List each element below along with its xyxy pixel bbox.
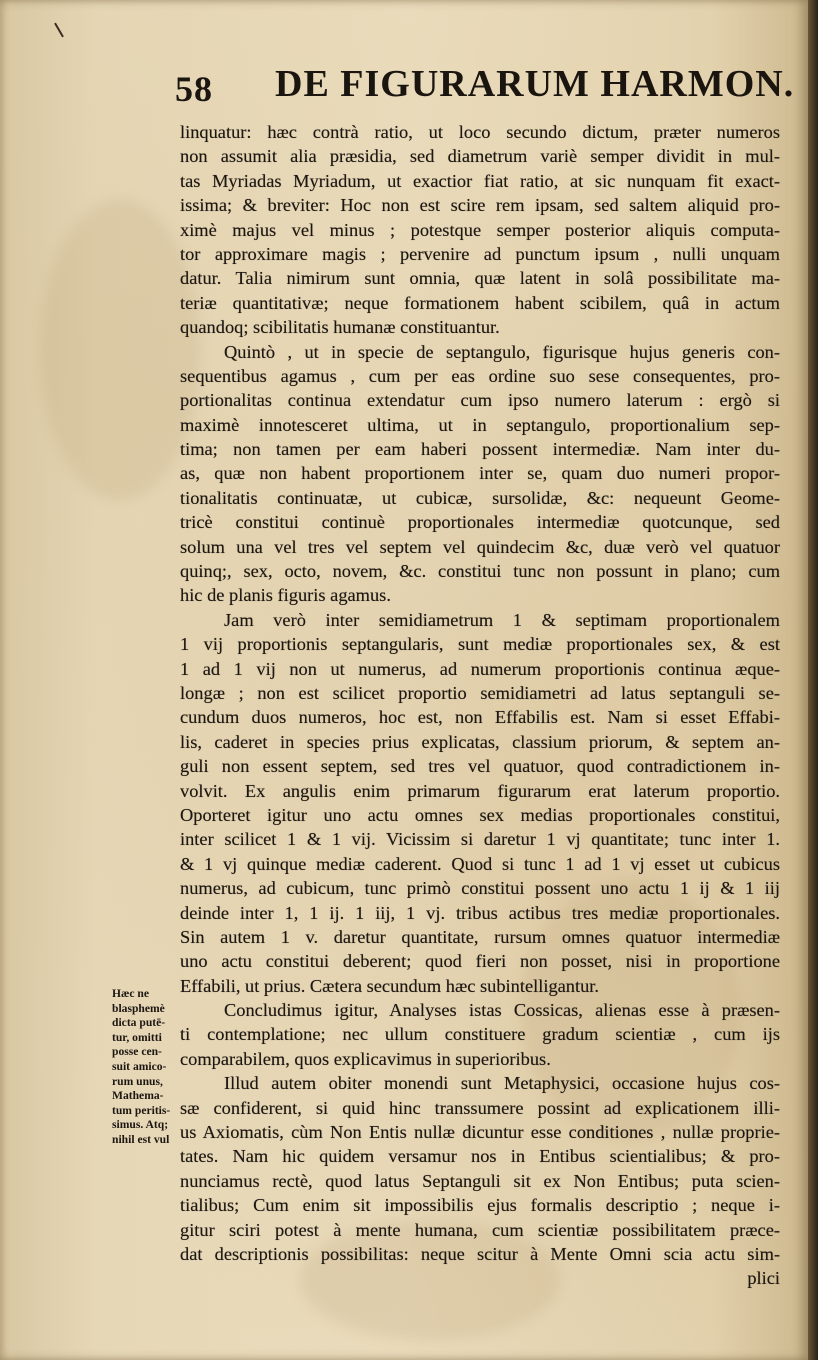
text-line: hic de planis figuris agamus.: [180, 585, 391, 606]
text-line: 1 ad 1 vij non ut numerus, ad numerum proportionis continua æque-: [180, 658, 780, 679]
marginal-note-line: posse cen-: [112, 1045, 162, 1059]
ink-mark: [54, 23, 64, 38]
paper-stain: [40, 200, 200, 500]
text-line: tor approximare magis ; pervenire ad punctum ipsum , nulli unquam: [180, 243, 780, 264]
text-line: solum una vel tres vel septem vel quindecim &c, duæ verò vel quatuor: [180, 536, 780, 557]
text-line: guli non essent septem, sed tres vel quatuor, quod contradictionem in-: [180, 756, 780, 777]
text-line: portionalitas continua extendatur cum ipso numero laterum : ergò si: [180, 390, 780, 411]
text-line: ti contemplatione; nec ullum constituere gradum scientiæ , cum ijs: [180, 1024, 780, 1045]
text-line: sæ confiderent, si quid hinc transsumere possint ad explicationem illi-: [180, 1097, 780, 1118]
page-header: [175, 62, 795, 112]
text-line: us Axiomatis, cùm Non Entis nullæ dicuntur esse conditiones , nullæ proprie-: [180, 1122, 780, 1143]
text-line: uno actu constitui deberent; quod fieri non posset, nisi in proportione: [180, 951, 780, 972]
text-line: gitur sciri potest à mente humana, cum scientiæ possibilitatem præce-: [180, 1219, 780, 1240]
text-line: as, quæ non habent proportionem inter se, quam duo numeri propor-: [180, 463, 780, 484]
text-line: tas Myriadas Myriadum, ut exactior fiat ratio, at sic nunquam fit exact-: [180, 170, 780, 191]
text-line: maximè innotesceret ultima, ut in septangulo, proportionalium sep-: [180, 414, 780, 435]
text-line: quandoq; scibilitatis humanæ constituantur.: [180, 317, 500, 338]
text-line: linquatur: hæc contrà ratio, ut loco secundo dictum, præter numeros: [180, 122, 780, 142]
marginal-note-line: Hæc ne: [112, 987, 150, 1000]
text-line: Concludimus igitur, Analyses istas Cossicas, alienas esse à præsen-: [224, 1000, 780, 1021]
marginal-note-line: nihil est vul: [112, 1132, 170, 1146]
page-edge-shadow: [808, 0, 818, 1360]
marginal-note: [112, 987, 182, 1148]
marginal-note-line: Mathema-: [112, 1089, 164, 1103]
text-line: datur. Talia nimirum sunt omnia, quæ latent in solâ possibilitate ma-: [180, 268, 780, 289]
marginal-note-line: suit amico-: [112, 1059, 167, 1073]
text-line: tima; non tamen per eam haberi possent intermediæ. Nam inter du-: [180, 439, 780, 460]
text-line: Jam verò inter semidiametrum 1 & septimam proportionalem: [224, 609, 780, 630]
main-text-block: [180, 120, 780, 1291]
marginal-note-line: tur, omitti: [112, 1030, 162, 1044]
text-line: Sin autem 1 v. daretur quantitate, rursum omnes quatuor intermediæ: [180, 926, 780, 947]
text-line: tialibus; Cum enim sit impossibilis ejus formalis descriptio ; neque i-: [180, 1195, 780, 1216]
text-line: & 1 vj quinque mediæ caderent. Quod si tunc 1 ad 1 vj esset ut cubicus: [180, 853, 780, 874]
marginal-note-line: tum peritis-: [112, 1103, 171, 1117]
marginal-note-line: rum unus,: [112, 1074, 163, 1088]
text-line: quinq;, sex, octo, novem, &c. constitui tunc non possunt in plano; cum: [180, 561, 780, 582]
text-line: issima; & breviter: Hoc non est scire rem ipsam, sed saltem aliquid pro-: [180, 195, 780, 216]
text-line: Effabili, ut prius. Cætera secundum hæc subintelligantur.: [180, 975, 600, 996]
text-line: numerus, ad cubicum, tunc primò constitui possent uno actu 1 ij & 1 iij: [180, 878, 780, 899]
text-line: nunciamus rectè, quod latus Septanguli sit ex Non Entibus; puta scien-: [180, 1170, 780, 1191]
text-line: Oporteret igitur uno actu omnes sex medias proportionales constitui,: [180, 804, 780, 825]
text-line: Quintò , ut in specie de septangulo, figurisque hujus generis con-: [224, 341, 780, 362]
page-number: 58: [175, 69, 213, 109]
text-line: tricè constitui continuè proportionales intermediæ quotcunque, sed: [180, 512, 780, 533]
text-line: teriæ quantitativæ; neque formationem habent scibilem, quâ in actum: [180, 292, 780, 313]
marginal-note-line: dicta putē-: [112, 1016, 166, 1030]
marginal-note-line: blasphemè: [112, 1001, 165, 1015]
marginal-note-line: simus. Atq;: [112, 1118, 169, 1132]
text-line: plici: [747, 1268, 780, 1289]
text-line: comparabilem, quos explicavimus in superioribus.: [180, 1048, 551, 1069]
text-line: longæ ; non est scilicet proportio semidiametri ad latus septanguli se-: [180, 682, 780, 703]
text-line: lis, caderet in species prius explicatas, classium priorum, & septem an-: [180, 731, 780, 752]
text-line: dat descriptionis possibilitas: neque scitur à Mente Omni scia actu sim-: [180, 1243, 780, 1264]
text-line: ximè majus vel minus ; potestque semper posterior aliquis computa-: [180, 219, 780, 240]
text-line: volvit. Ex angulis enim primarum figurarum erat laterum proportio.: [180, 780, 780, 801]
text-line: cundum duos numeros, hoc est, non Effabilis est. Nam si esset Effabi-: [180, 707, 780, 728]
text-line: 1 vij proportionis septangularis, sunt mediæ proportionales sex, & est: [180, 634, 780, 655]
text-line: deinde inter 1, 1 ij. 1 iij, 1 vj. tribus actibus tres mediæ proportionales.: [180, 902, 780, 923]
text-line: sequentibus agamus , cum per eas ordine suo sese consequentes, pro-: [180, 365, 780, 386]
text-line: tates. Nam hic quidem versamur nos in Entibus scientialibus; & pro-: [180, 1146, 780, 1167]
text-line: inter scilicet 1 & 1 vij. Vicissim si daretur 1 vj quantitate; tunc inter 1.: [180, 829, 780, 850]
running-head: DE FIGURARUM HARMON.: [275, 63, 795, 105]
text-line: non assumit alia præsidia, sed diametrum variè semper dividit in mul-: [180, 146, 780, 167]
text-line: Illud autem obiter monendi sunt Metaphysici, occasione hujus cos-: [224, 1073, 780, 1094]
text-line: tionalitatis continuatæ, ut cubicæ, sursolidæ, &c: nequeunt Geome-: [180, 487, 780, 508]
